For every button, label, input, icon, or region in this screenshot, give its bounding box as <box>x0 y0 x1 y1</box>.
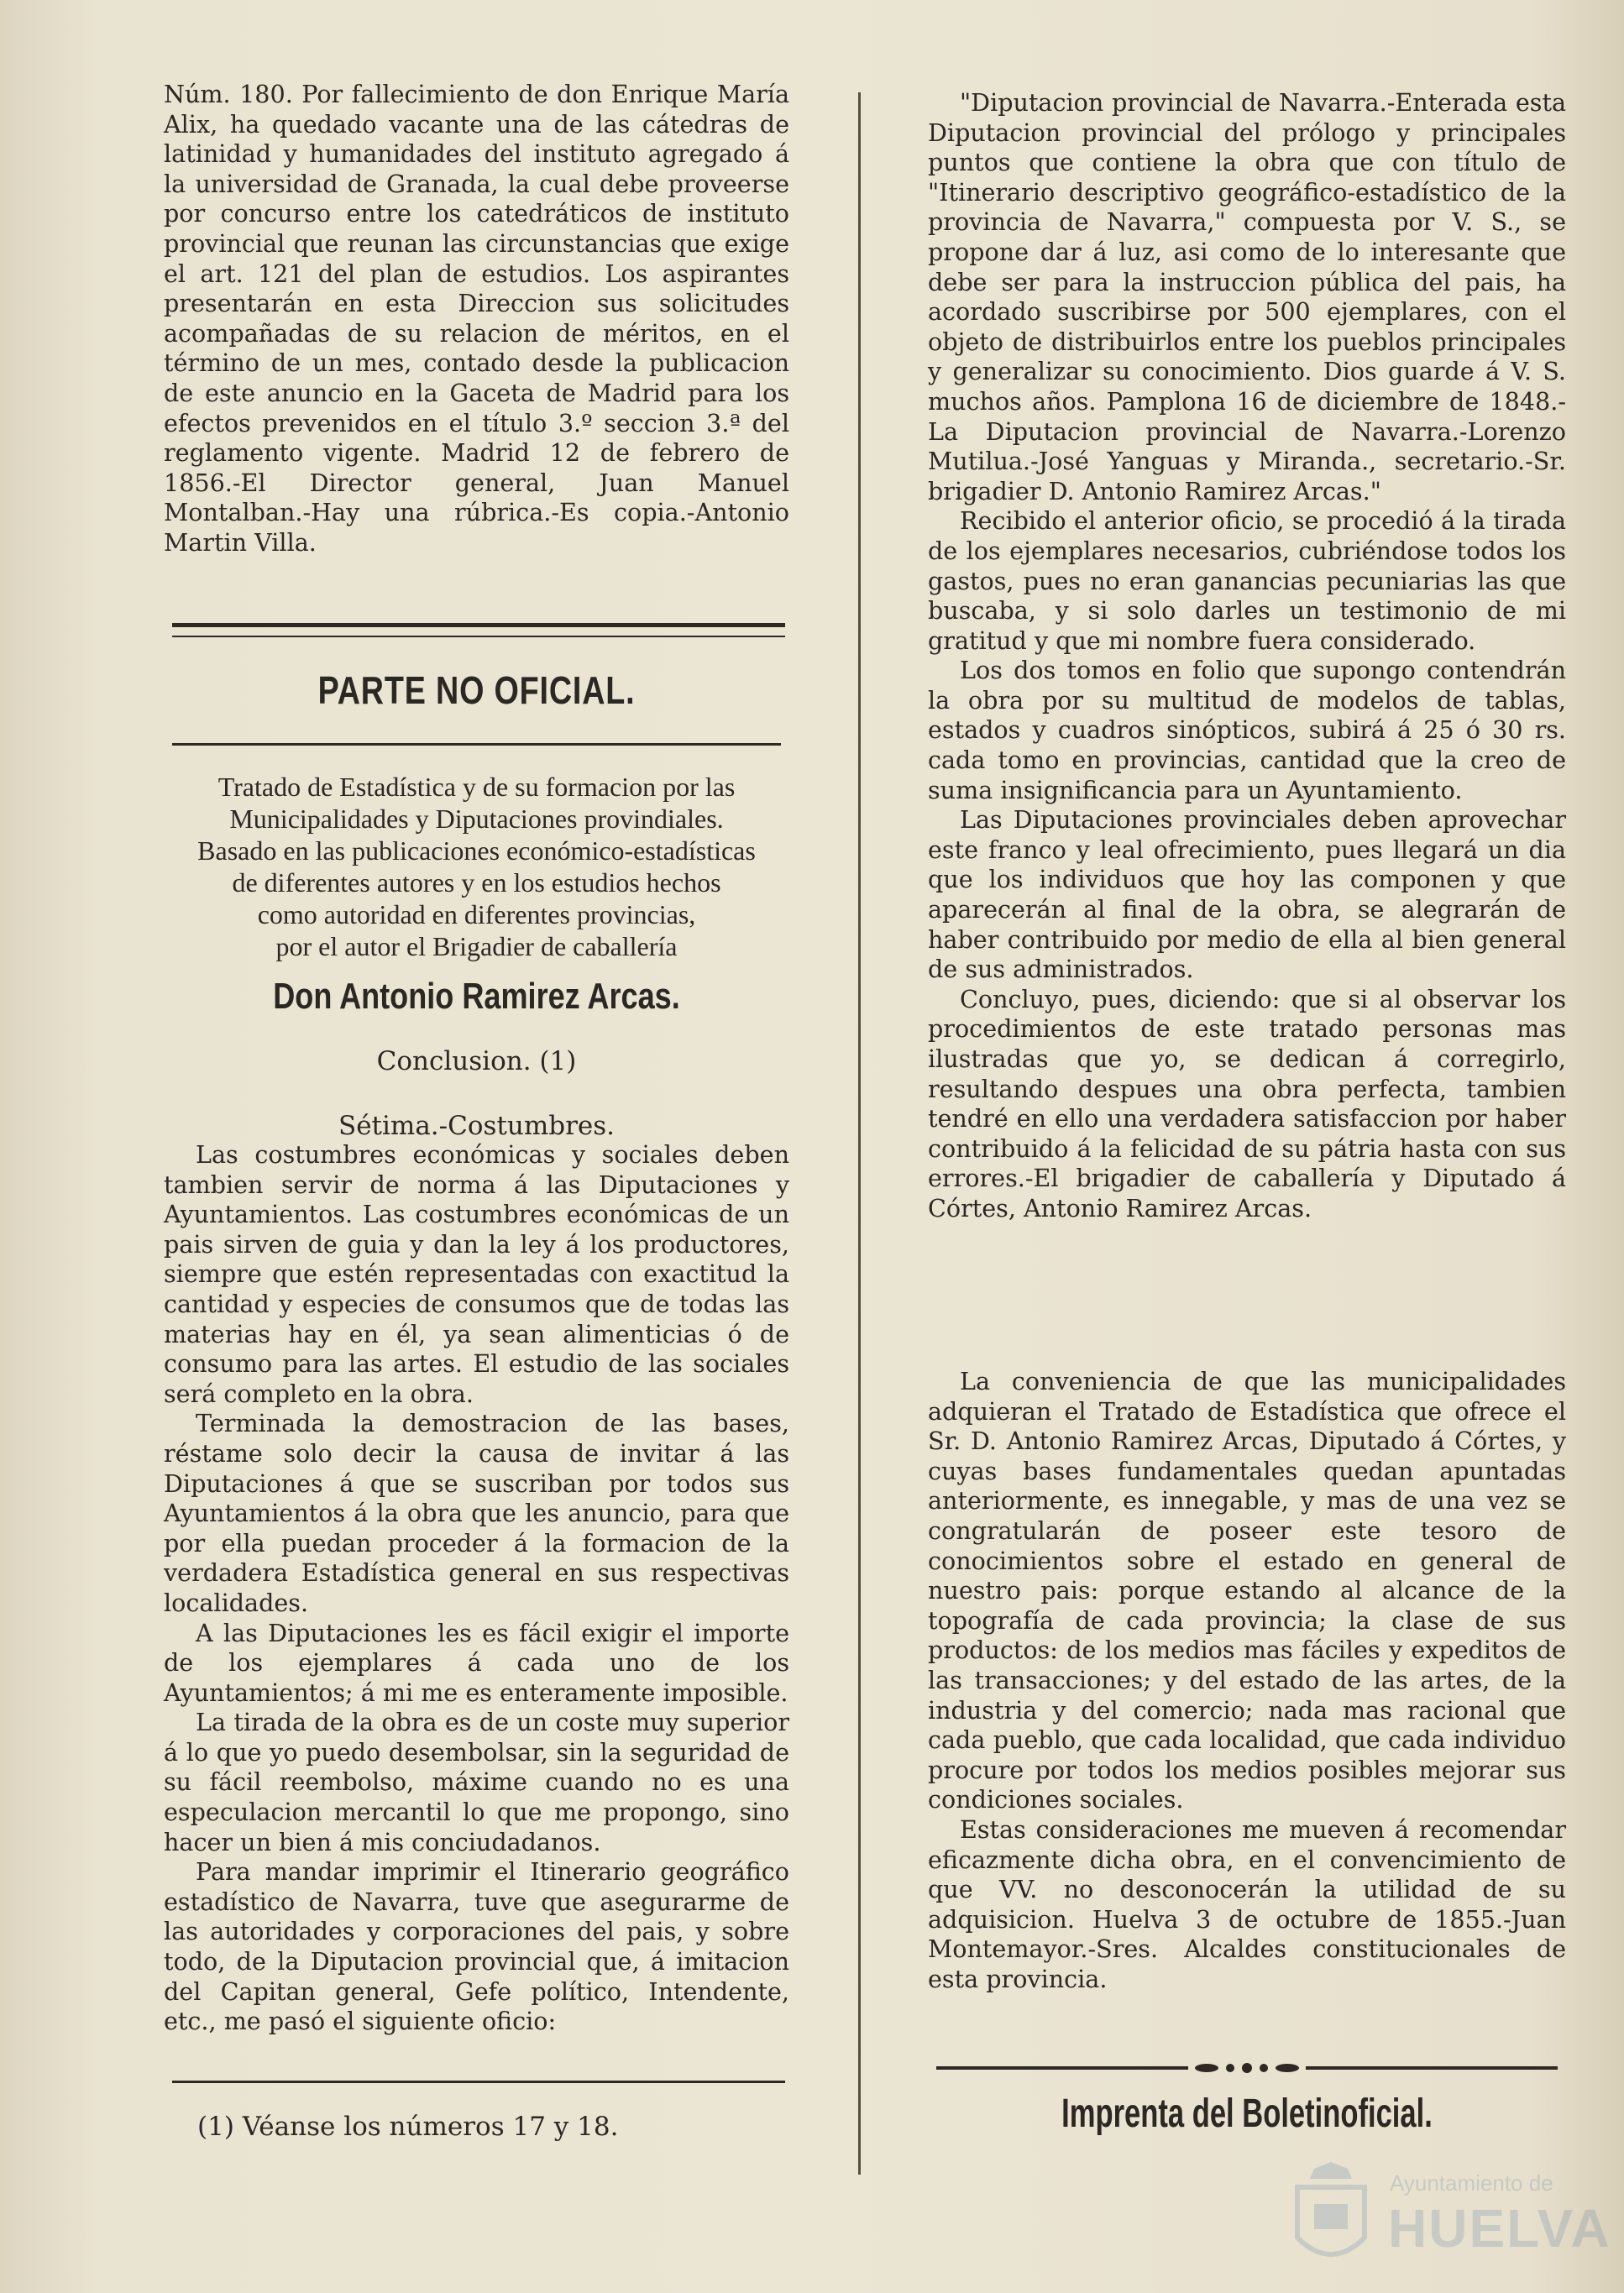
section-heading: PARTE NO OFICIAL. <box>317 668 636 712</box>
title-line: Basado en las publicaciones económico-estadísticas <box>197 835 756 866</box>
body-paragraph: Las Diputaciones provinciales deben aprovechar este franco y leal ofrecimiento, pues llegará un dia que los individuos que hoy las componen y que aparecerán al final de la obra, se alegrarán de haber contribuido por medio de ella al bien general de sus administrados. <box>928 805 1566 984</box>
conclusion-label: Conclusion. (1) <box>376 1046 577 1076</box>
title-line: por el autor el Brigadier de caballería <box>275 931 678 961</box>
subheading: Sétima.-Costumbres. <box>338 1111 616 1141</box>
footnote-divider <box>172 2081 785 2083</box>
watermark-line-1: Ayuntamiento de <box>1390 2170 1553 2196</box>
treatise-title <box>164 771 789 962</box>
body-paragraph: La tirada de la obra es de un coste muy superior á lo que yo puedo desembolsar, sin la seguridad de su fácil reembolso, máxime cuando no es una especulacion mercantil lo que me propongo, sino hacer un bien á mis conciudadanos. <box>164 1708 789 1856</box>
archive-watermark <box>1281 2162 1611 2280</box>
body-paragraph: Para mandar imprimir el Itinerario geográfico estadístico de Navarra, tuve que asegurarme de las autoridades y corporaciones del pais, y sobre todo, de la Diputacion provincial que, á imitacion del Capitan general, Gefe político, Intendente, etc., me pasó el siguiente oficio: <box>164 1857 789 2036</box>
column-divider <box>858 92 861 2175</box>
right-column <box>928 88 1566 1224</box>
body-paragraph: Recibido el anterior oficio, se procedió á la tirada de los ejemplares necesarios, cubriéndose todos los gastos, pues no eran ganancias pecuniarias las que buscaba, y si solo darles un testimonio de mi gratitud y que mi nombre fuera considerado. <box>928 506 1566 655</box>
watermark-line-2: HUELVA <box>1388 2198 1611 2259</box>
double-rule <box>172 623 785 637</box>
left-body <box>164 1140 789 2037</box>
ornamental-rule <box>936 2062 1558 2074</box>
imprint: Imprenta del Boletinoficial. <box>1061 2091 1433 2136</box>
title-line: Tratado de Estadística y de su formacion por las <box>217 772 736 802</box>
body-paragraph: La conveniencia de que las municipalidades adquieran el Tratado de Estadística que ofrece el Sr. D. Antonio Ramirez Arcas, Diputado á Córtes, y cuyas bases fundamentales quedan apuntadas anteriormente, es innegable, y mas de una vez se congratularán de poseer este tesoro de conocimientos sobre el estado en general de nuestro pais: porque estando al alcance de la topografía de cada provincia; la clase de sus productos: de los medios mas fáciles y expeditos de las transacciones; y del estado de las artes, de la industria y del comercio; nada mas racional que cada pueblo, que cada localidad, que cada individuo procure por todos los medios posibles mejorar sus condiciones sociales. <box>928 1367 1566 1814</box>
title-line: como autoridad en diferentes provincias, <box>257 899 696 929</box>
body-paragraph: Estas consideraciones me mueven á recomendar eficazmente dicha obra, en el convencimiento de que VV. no desconocerán la utilidad de su adquisicion. Huelva 3 de octubre de 1855.-Juan Montemayor.-Sres. Alcaldes constitucionales de esta provincia. <box>928 1814 1566 1993</box>
body-paragraph: Los dos tomos en folio que supongo contendrán la obra por su multitud de modelos de tablas, estados y cuadros sinópticos, subirá á 25 ó 30 rs. cada tomo en provincias, cantidad que la creo de suma insignificancia para un Ayuntamiento. <box>928 656 1566 804</box>
body-paragraph: A las Diputaciones les es fácil exigir el importe de los ejemplares á cada uno de los Ayuntamientos; á mi me es enteramente imposible. <box>164 1618 789 1707</box>
letter-paragraph: "Diputacion provincial de Navarra.-Enterada esta Diputacion provincial del prólogo y principales puntos que contiene la obra que con título de "Itinerario descriptivo geográfico-estadístico de la provincia de Navarra," compuesta por V. S., se propone dar á luz, asi como de lo interesante que debe ser para la instruccion pública del pais, ha acordado suscribirse por 500 ejemplares, con el objeto de distribuirlos entre los pueblos principales y generalizar su conocimiento. Dios guarde á V. S. muchos años. Pamplona 16 de diciembre de 1848.-La Diputacion provincial de Navarra.-Lorenzo Mutilua.-José Yanguas y Miranda., secretario.-Sr. brigadier D. Antonio Ramirez Arcas." <box>928 88 1566 505</box>
author-name: Don Antonio Ramirez Arcas. <box>273 976 680 1017</box>
body-paragraph: Concluyo, pues, diciendo: que si al observar los procedimientos de este tratado personas mas ilustradas que yo, se dedican á corregirlo, resultando despues una obra perfecta, tambien tendré en ello una verdadera satisfaccion por haber contribuido á la felicidad de su pátria hasta con sus errores.-El brigadier de caballería y Diputado á Córtes, Antonio Ramirez Arcas. <box>928 984 1566 1222</box>
divider <box>172 743 781 746</box>
left-column <box>164 80 789 558</box>
coat-of-arms-icon <box>1281 2162 1381 2280</box>
right-second-block <box>928 1367 1566 1994</box>
title-line: de diferentes autores y en los estudios hechos <box>232 867 721 898</box>
announcement-paragraph: Núm. 180. Por fallecimiento de don Enrique María Alix, ha quedado vacante una de las cátedras de latinidad y humanidades del instituto agregado á la universidad de Granada, la cual debe proveerse por concurso entre los catedráticos de instituto provincial que reunan las circunstancias que exige el art. 121 del plan de estudios. Los aspirantes presentarán en esta Direccion sus solicitudes acompañadas de su relacion de méritos, en el término de un mes, contado desde la publicacion de este anuncio en la Gaceta de Madrid para los efectos prevenidos en el título 3.º seccion 3.ª del reglamento vigente. Madrid 12 de febrero de 1856.-El Director general, Juan Manuel Montalban.-Hay una rúbrica.-Es copia.-Antonio Martin Villa. <box>164 80 789 557</box>
body-paragraph: Terminada la demostracion de las bases, réstame solo decir la causa de invitar á las Diputaciones á que se suscriban por todos sus Ayuntamientos á la obra que les anuncio, para que por ella puedan proceder á la formacion de la verdadera Estadística general en sus respectivas localidades. <box>164 1409 789 1617</box>
body-paragraph: Las costumbres económicas y sociales deben tambien servir de norma á las Diputaciones y Ayuntamientos. Las costumbres económicas de un pais sirven de guia y dan la ley á los productores, siempre que estén representadas con exactitud la cantidad y especies de consumos que de todas las materias hay en él, ya sean alimenticias ó de consumo para las artes. El estudio de las sociales será completo en la obra. <box>164 1140 789 1408</box>
title-line: Municipalidades y Diputaciones provindiales. <box>229 804 724 834</box>
footnote: (1) Véanse los números 17 y 18. <box>197 2112 619 2142</box>
